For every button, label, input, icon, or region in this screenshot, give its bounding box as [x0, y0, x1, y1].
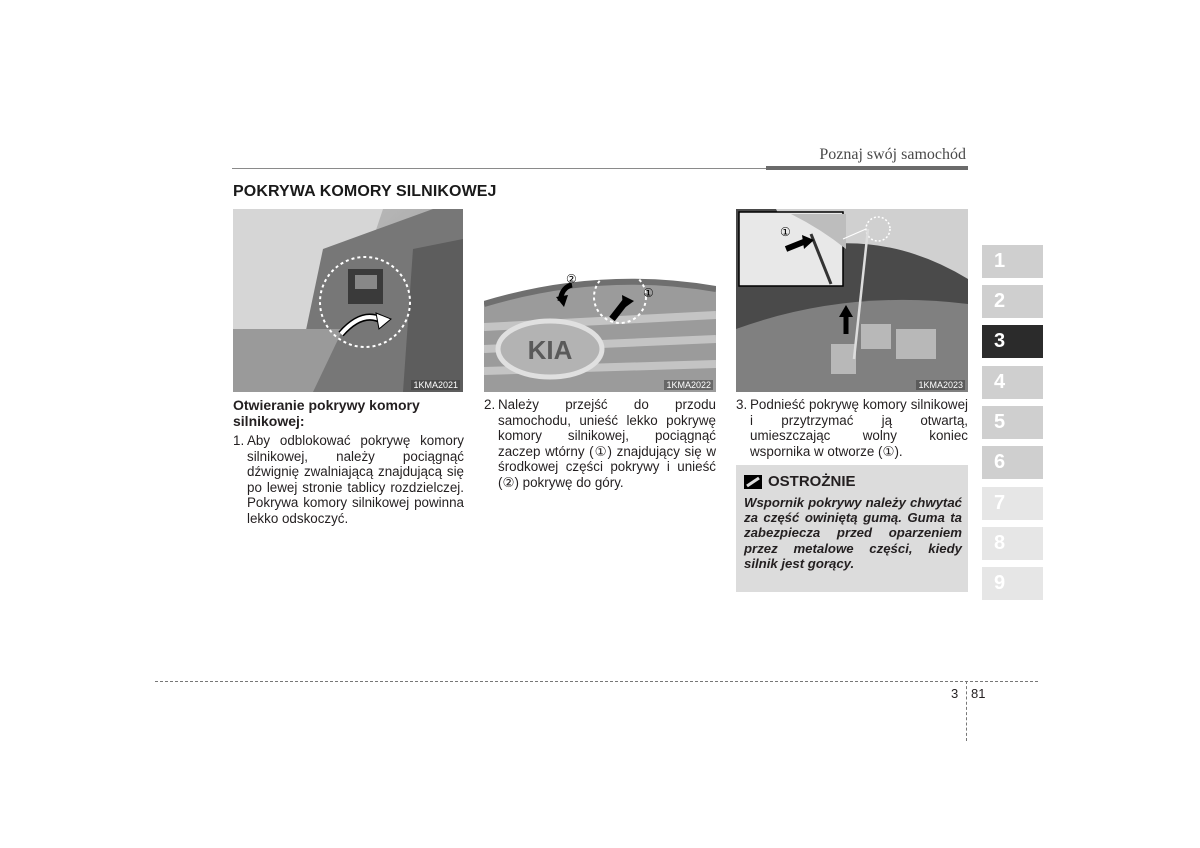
step-text: Aby odblokować pokrywę komory silnikowej, należy pociągnąć dźwignię zwalniającą znajdującą się po lewej stronie tablicy rozdzielczej. Pokrywa komory silnikowej powinna lekko odskoczyć.: [247, 433, 464, 526]
column-step-2: [484, 397, 716, 490]
step-number: 2.: [484, 397, 496, 412]
chapter-tab-5[interactable]: 5: [982, 406, 1043, 439]
callout-1: ①: [643, 286, 654, 300]
caution-icon: [744, 475, 762, 489]
column-step-3: [736, 397, 968, 459]
step-text: Podnieść pokrywę komory silnikowej i przytrzymać ją otwartą, umieszczając wolny koniec wspornika w otworze (①).: [750, 397, 968, 459]
figure-code: 1KMA2023: [918, 380, 963, 390]
callout-2: ②: [566, 272, 577, 286]
step-text: Należy przejść do przodu samochodu, unieść lekko pokrywę komory silnikowej, pociągnąć zaczep wtórny (①) znajdujący się w środkowej części pokrywy i unieść (②) pokrywę do góry.: [498, 397, 716, 490]
figure-code: 1KMA2022: [666, 380, 711, 390]
chapter-tab-1[interactable]: 1: [982, 245, 1043, 278]
caution-text: Wspornik pokrywy należy chwytać za część owiniętą gumą. Guma ta zabezpiecza przed oparzeniem przez metalowe części, kiedy silnik jest gorący.: [744, 495, 962, 571]
figure-secondary-latch: [484, 209, 716, 392]
step-number: 1.: [233, 433, 245, 448]
svg-text:KIA: KIA: [527, 335, 573, 365]
footer-rule: [155, 681, 1038, 682]
figure-support-rod: [736, 209, 968, 392]
step-number: 3.: [736, 397, 748, 412]
section-title: POKRYWA KOMORY SILNIKOWEJ: [233, 183, 497, 200]
caution-heading: [744, 473, 856, 490]
header-rule-thick: [766, 166, 968, 170]
step-1: [233, 433, 464, 526]
callout-1: ①: [780, 225, 791, 239]
chapter-tab-6[interactable]: 6: [982, 446, 1043, 479]
header-rule: [232, 168, 766, 169]
column-step-1: [233, 397, 464, 526]
subheading: Otwieranie pokrywy komory silnikowej:: [233, 397, 420, 429]
chapter-tab-4[interactable]: 4: [982, 366, 1043, 399]
chapter-tab-8[interactable]: 8: [982, 527, 1043, 560]
page-number: 81: [971, 686, 986, 701]
running-header: Poznaj swój samochód: [819, 146, 966, 163]
step-3: [736, 397, 968, 459]
figure-code: 1KMA2021: [413, 380, 458, 390]
caution-title: OSTROŻNIE: [768, 473, 856, 490]
caution-box: [736, 465, 968, 592]
chapter-tab-2[interactable]: 2: [982, 285, 1043, 318]
chapter-tab-7[interactable]: 7: [982, 487, 1043, 520]
figure-release-lever: [233, 209, 463, 392]
chapter-tab-9[interactable]: 9: [982, 567, 1043, 600]
page-chapter: 3: [951, 686, 959, 701]
step-2: [484, 397, 716, 490]
chapter-tab-3[interactable]: 3: [982, 325, 1043, 358]
footer-divider: [966, 681, 967, 741]
